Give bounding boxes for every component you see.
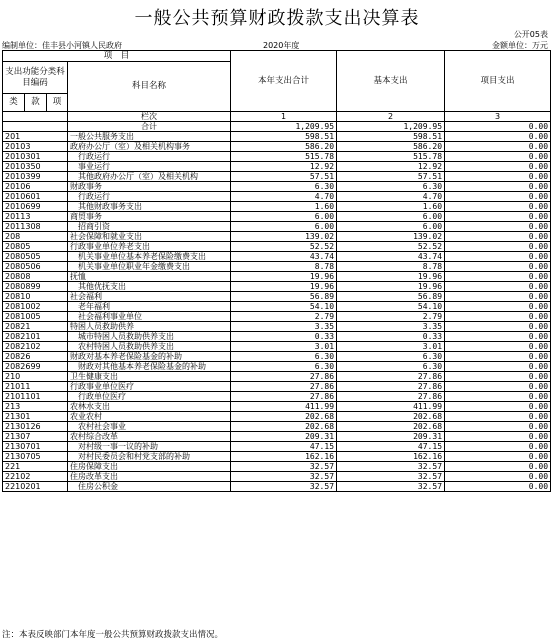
expenditure-table [2,50,551,492]
row-project: 0.00 [445,332,551,342]
row-code: 201 [3,132,68,142]
table-row [3,132,551,142]
row-total: 3.01 [231,342,337,352]
row-total: 0.33 [231,332,337,342]
row-basic: 6.00 [337,212,445,222]
row-subject-name: 住房保障支出 [68,462,231,472]
row-project: 0.00 [445,172,551,182]
row-project: 0.00 [445,322,551,332]
row-subject-name: 其他政府办公厅（室）及相关机构 [68,172,231,182]
row-total: 43.74 [231,252,337,262]
row-total: 4.70 [231,192,337,202]
table-row [3,342,551,352]
row-project: 0.00 [445,272,551,282]
row-total: 586.20 [231,142,337,152]
row-project: 0.00 [445,312,551,322]
total-amount: 1,209.95 [231,122,337,132]
row-project: 0.00 [445,222,551,232]
row-basic: 32.57 [337,472,445,482]
header-project: 项目支出 [445,51,551,112]
row-basic: 27.86 [337,372,445,382]
row-subject-name: 其他优抚支出 [68,282,231,292]
row-basic: 3.35 [337,322,445,332]
row-total: 19.96 [231,282,337,292]
row-subject-name: 机关事业单位职业年金缴费支出 [68,262,231,272]
row-project: 0.00 [445,342,551,352]
row-total: 32.57 [231,472,337,482]
row-project: 0.00 [445,152,551,162]
table-row [3,442,551,452]
row-subject-name: 事业运行 [68,162,231,172]
row-total: 27.86 [231,392,337,402]
row-project: 0.00 [445,302,551,312]
row-total: 54.10 [231,302,337,312]
row-basic: 27.86 [337,392,445,402]
row-total: 6.00 [231,222,337,232]
table-row [3,482,551,492]
row-project: 0.00 [445,292,551,302]
row-project: 0.00 [445,182,551,192]
table-row [3,262,551,272]
row-code: 22102 [3,472,68,482]
table-row [3,252,551,262]
row-code: 2081005 [3,312,68,322]
row-project: 0.00 [445,162,551,172]
table-row [3,412,551,422]
row-project: 0.00 [445,242,551,252]
table-row [3,452,551,462]
row-basic: 586.20 [337,142,445,152]
row-total: 6.30 [231,362,337,372]
table-row [3,192,551,202]
row-total: 6.00 [231,212,337,222]
row-total: 2.79 [231,312,337,322]
total-project: 0.00 [445,122,551,132]
row-subject-name: 特困人员救助供养 [68,322,231,332]
row-total: 56.89 [231,292,337,302]
row-project: 0.00 [445,462,551,472]
row-project: 0.00 [445,422,551,432]
row-total: 202.68 [231,412,337,422]
row-code: 20808 [3,272,68,282]
row-basic: 52.52 [337,242,445,252]
row-total: 209.31 [231,432,337,442]
row-project: 0.00 [445,282,551,292]
row-project: 0.00 [445,192,551,202]
table-row [3,142,551,152]
row-basic: 6.00 [337,222,445,232]
row-subject-name: 老年福利 [68,302,231,312]
row-total: 139.02 [231,232,337,242]
row-total: 6.30 [231,182,337,192]
row-subject-name: 财政对基本养老保险基金的补助 [68,352,231,362]
row-total: 32.57 [231,482,337,492]
row-total: 8.78 [231,262,337,272]
header-subject-name: 科目名称 [68,62,231,112]
row-code: 20103 [3,142,68,152]
row-basic: 0.33 [337,332,445,342]
table-row [3,242,551,252]
row-basic: 202.68 [337,412,445,422]
row-code: 21307 [3,432,68,442]
row-project: 0.00 [445,442,551,452]
row-code: 2130701 [3,442,68,452]
table-row [3,322,551,332]
row-subject-name: 政府办公厅（室）及相关机构事务 [68,142,231,152]
table-row [3,282,551,292]
table-row [3,392,551,402]
row-code: 20826 [3,352,68,362]
row-code: 2082699 [3,362,68,372]
row-basic: 411.99 [337,402,445,412]
row-basic: 515.78 [337,152,445,162]
row-total: 202.68 [231,422,337,432]
row-total: 3.35 [231,322,337,332]
row-project: 0.00 [445,352,551,362]
row-total: 32.57 [231,462,337,472]
row-basic: 19.96 [337,272,445,282]
row-code: 210 [3,372,68,382]
header-func-code: 支出功能分类科目编码 [3,62,68,94]
row-subject-name: 商贸事务 [68,212,231,222]
row-subject-name: 农林水支出 [68,402,231,412]
col-number-3: 3 [445,112,551,122]
table-row [3,432,551,442]
row-total: 162.16 [231,452,337,462]
col-number-2: 2 [337,112,445,122]
row-code: 2082102 [3,342,68,352]
row-subject-name: 卫生健康支出 [68,372,231,382]
row-code: 20810 [3,292,68,302]
row-subject-name: 财政对其他基本养老保险基金的补助 [68,362,231,372]
row-basic: 57.51 [337,172,445,182]
row-project: 0.00 [445,202,551,212]
row-code: 2082101 [3,332,68,342]
row-subject-name: 社会保障和就业支出 [68,232,231,242]
table-row [3,312,551,322]
row-total: 27.86 [231,382,337,392]
row-subject-name: 机关事业单位基本养老保险缴费支出 [68,252,231,262]
table-row [3,332,551,342]
row-project: 0.00 [445,362,551,372]
row-subject-name: 住房公积金 [68,482,231,492]
header-lei: 类 [3,94,25,112]
header-item: 项 目 [3,51,231,62]
row-subject-name: 抚恤 [68,272,231,282]
row-project: 0.00 [445,392,551,402]
table-row [3,352,551,362]
row-subject-name: 招商引资 [68,222,231,232]
row-basic: 47.15 [337,442,445,452]
row-basic: 162.16 [337,452,445,462]
row-subject-name: 行政运行 [68,192,231,202]
row-code: 2010350 [3,162,68,172]
row-total: 12.92 [231,162,337,172]
table-row [3,382,551,392]
row-subject-name: 住房改革支出 [68,472,231,482]
row-subject-name: 财政事务 [68,182,231,192]
table-row [3,462,551,472]
page-title: 一般公共预算财政拨款支出决算表 [134,8,420,29]
row-code: 2010399 [3,172,68,182]
table-row [3,272,551,282]
row-basic: 2.79 [337,312,445,322]
table-row [3,372,551,382]
row-project: 0.00 [445,252,551,262]
row-subject-name: 社会福利事业单位 [68,312,231,322]
total-basic: 1,209.95 [337,122,445,132]
row-total: 598.51 [231,132,337,142]
row-project: 0.00 [445,142,551,152]
row-code: 2130705 [3,452,68,462]
row-project: 0.00 [445,212,551,222]
row-code: 2011308 [3,222,68,232]
row-total: 6.30 [231,352,337,362]
row-basic: 4.70 [337,192,445,202]
row-subject-name: 农村特困人员救助供养支出 [68,342,231,352]
row-basic: 56.89 [337,292,445,302]
table-row [3,302,551,312]
row-project: 0.00 [445,382,551,392]
row-code: 2010601 [3,192,68,202]
header-total: 本年支出合计 [231,51,337,112]
row-subject-name: 行政事业单位医疗 [68,382,231,392]
table-row [3,292,551,302]
row-basic: 12.92 [337,162,445,172]
row-basic: 139.02 [337,232,445,242]
row-subject-name: 农业农村 [68,412,231,422]
row-total: 411.99 [231,402,337,412]
row-code: 2010699 [3,202,68,212]
header-basic: 基本支出 [337,51,445,112]
row-subject-name: 社会福利 [68,292,231,302]
header-kuan: 款 [25,94,47,112]
row-subject-name: 其他财政事务支出 [68,202,231,212]
form-number: 公开05表 [513,30,548,39]
row-basic: 32.57 [337,462,445,472]
row-total: 47.15 [231,442,337,452]
row-basic: 43.74 [337,252,445,262]
row-code: 213 [3,402,68,412]
row-basic: 54.10 [337,302,445,312]
row-basic: 6.30 [337,352,445,362]
row-project: 0.00 [445,432,551,442]
table-note: 注：本表反映部门本年度一般公共预算财政拨款支出情况。 [2,630,224,640]
row-total: 515.78 [231,152,337,162]
table-row [3,152,551,162]
fiscal-year: 2020年度 [263,41,300,50]
row-total: 52.52 [231,242,337,252]
money-unit: 金额单位：万元 [492,41,548,50]
row-basic: 209.31 [337,432,445,442]
row-code: 2101101 [3,392,68,402]
row-code: 2130126 [3,422,68,432]
reporting-unit: 编制单位：佳丰县小河镇人民政府 [2,41,122,50]
row-project: 0.00 [445,132,551,142]
row-basic: 27.86 [337,382,445,392]
row-project: 0.00 [445,232,551,242]
row-code: 2080506 [3,262,68,272]
row-basic: 1.60 [337,202,445,212]
row-basic: 6.30 [337,362,445,372]
table-row [3,202,551,212]
row-code: 20805 [3,242,68,252]
row-basic: 32.57 [337,482,445,492]
row-code: 21301 [3,412,68,422]
row-total: 57.51 [231,172,337,182]
row-project: 0.00 [445,452,551,462]
col-number-1: 1 [231,112,337,122]
row-subject-name: 对村民委员会和村党支部的补助 [68,452,231,462]
row-basic: 19.96 [337,282,445,292]
row-code: 20106 [3,182,68,192]
row-code: 2210201 [3,482,68,492]
row-subject-name: 农村综合改革 [68,432,231,442]
row-code: 2010301 [3,152,68,162]
row-code: 2081002 [3,302,68,312]
row-total: 19.96 [231,272,337,282]
row-total: 27.86 [231,372,337,382]
table-row [3,422,551,432]
row-code: 221 [3,462,68,472]
row-subject-name: 行政单位医疗 [68,392,231,402]
row-project: 0.00 [445,372,551,382]
row-subject-name: 城市特困人员救助供养支出 [68,332,231,342]
row-project: 0.00 [445,412,551,422]
table-row [3,232,551,242]
row-code: 20821 [3,322,68,332]
row-subject-name: 行政事业单位养老支出 [68,242,231,252]
row-subject-name: 行政运行 [68,152,231,162]
row-basic: 598.51 [337,132,445,142]
row-project: 0.00 [445,482,551,492]
row-project: 0.00 [445,402,551,412]
table-row [3,182,551,192]
row-code: 2080899 [3,282,68,292]
table-row [3,222,551,232]
row-code: 208 [3,232,68,242]
row-basic: 8.78 [337,262,445,272]
header-xiang: 项 [47,94,68,112]
table-row [3,472,551,482]
lanci-label: 栏次 [68,112,231,122]
row-subject-name: 一般公共服务支出 [68,132,231,142]
row-code: 20113 [3,212,68,222]
row-code: 2080505 [3,252,68,262]
row-total: 1.60 [231,202,337,212]
table-row [3,212,551,222]
total-row [3,122,551,132]
row-subject-name: 对村级一事一议的补助 [68,442,231,452]
row-basic: 6.30 [337,182,445,192]
table-row [3,172,551,182]
row-project: 0.00 [445,262,551,272]
row-basic: 202.68 [337,422,445,432]
row-basic: 3.01 [337,342,445,352]
row-code: 21011 [3,382,68,392]
table-row [3,402,551,412]
total-label: 合计 [68,122,231,132]
table-row [3,362,551,372]
row-project: 0.00 [445,472,551,482]
table-row [3,162,551,172]
row-subject-name: 农村社会事业 [68,422,231,432]
